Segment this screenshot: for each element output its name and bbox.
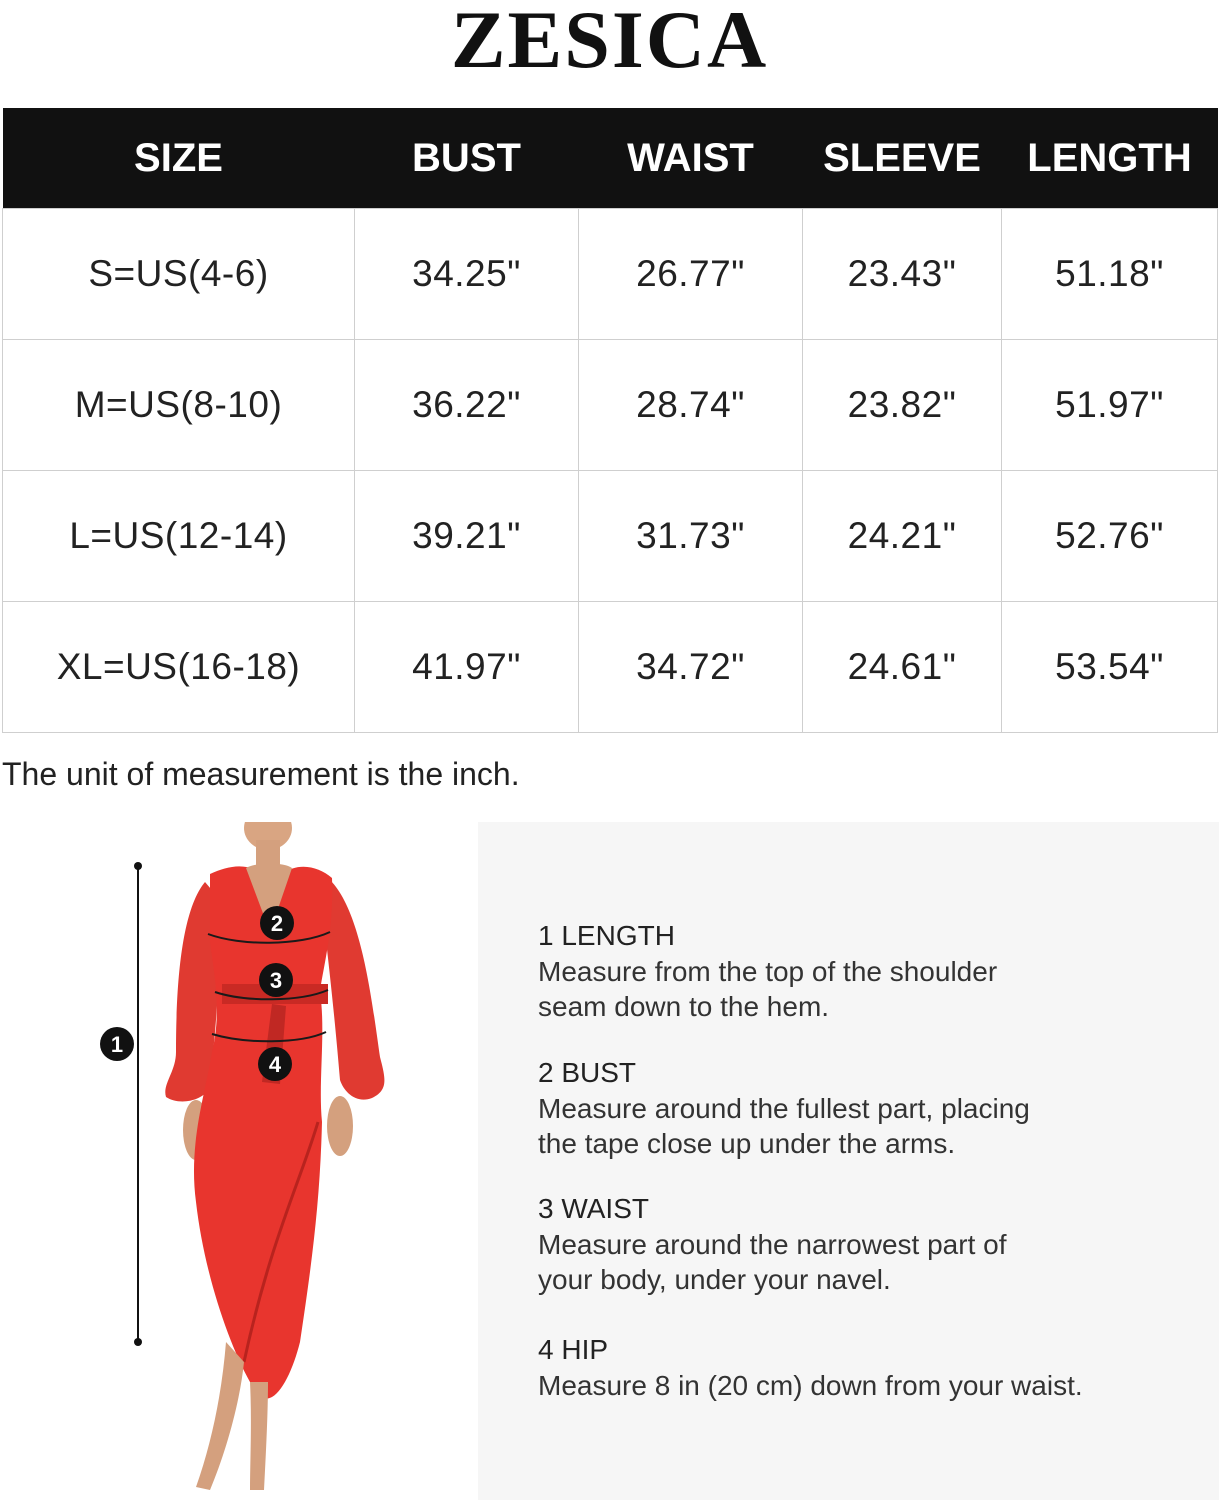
dress-model-illustration bbox=[0, 822, 470, 1500]
marker-3 bbox=[259, 963, 293, 997]
svg-text:3: 3 bbox=[269, 968, 283, 993]
length-line-top-dot bbox=[134, 862, 142, 870]
unit-note: The unit of measurement is the inch. bbox=[2, 756, 520, 792]
instruction-title: 4 HIP bbox=[538, 1334, 609, 1365]
instruction-waist bbox=[538, 1191, 1178, 1297]
cell-waist: 31.73" bbox=[579, 471, 803, 602]
instruction-title: 1 LENGTH bbox=[538, 920, 675, 951]
model-neck bbox=[256, 840, 280, 866]
length-line-bottom-dot bbox=[134, 1338, 142, 1346]
cell-size: L=US(12-14) bbox=[3, 471, 355, 602]
header-bust: BUST bbox=[355, 108, 579, 209]
header-size: SIZE bbox=[3, 108, 355, 209]
measurement-instructions bbox=[478, 822, 1219, 1500]
brand-logo: ZESICA bbox=[450, 0, 769, 85]
instruction-text: Measure from the top of the shoulder seam down to the hem. bbox=[538, 956, 998, 1022]
cell-bust: 36.22" bbox=[355, 340, 579, 471]
cell-size: S=US(4-6) bbox=[3, 209, 355, 340]
instruction-text: Measure around the narrowest part of your body, under your navel. bbox=[538, 1229, 1007, 1295]
cell-bust: 39.21" bbox=[355, 471, 579, 602]
cell-bust: 41.97" bbox=[355, 602, 579, 733]
cell-length: 51.18" bbox=[1002, 209, 1218, 340]
instruction-text: Measure around the fullest part, placing the tape close up under the arms. bbox=[538, 1093, 1030, 1159]
table-row bbox=[3, 602, 1218, 733]
cell-length: 51.97" bbox=[1002, 340, 1218, 471]
table-row bbox=[3, 209, 1218, 340]
right-leg bbox=[250, 1382, 268, 1490]
cell-sleeve: 23.43" bbox=[803, 209, 1002, 340]
right-hand bbox=[327, 1096, 353, 1156]
cell-sleeve: 24.61" bbox=[803, 602, 1002, 733]
marker-1 bbox=[100, 1027, 134, 1061]
marker-4 bbox=[258, 1047, 292, 1081]
marker-2 bbox=[260, 906, 294, 940]
svg-text:4: 4 bbox=[268, 1052, 282, 1077]
instruction-title: 3 WAIST bbox=[538, 1193, 649, 1224]
cell-length: 53.54" bbox=[1002, 602, 1218, 733]
header-length: LENGTH bbox=[1002, 108, 1218, 209]
header-waist: WAIST bbox=[579, 108, 803, 209]
instruction-length bbox=[538, 918, 1178, 1024]
instruction-title: 2 BUST bbox=[538, 1057, 637, 1088]
left-leg bbox=[196, 1342, 244, 1490]
size-chart-table bbox=[2, 108, 1218, 733]
instruction-hip bbox=[538, 1332, 1178, 1403]
table-header-row bbox=[3, 108, 1218, 209]
table-row bbox=[3, 471, 1218, 602]
svg-text:1: 1 bbox=[110, 1032, 124, 1057]
table-row bbox=[3, 340, 1218, 471]
cell-bust: 34.25" bbox=[355, 209, 579, 340]
header-sleeve: SLEEVE bbox=[803, 108, 1002, 209]
cell-waist: 26.77" bbox=[579, 209, 803, 340]
cell-size: XL=US(16-18) bbox=[3, 602, 355, 733]
instruction-bust bbox=[538, 1055, 1178, 1161]
svg-text:2: 2 bbox=[270, 911, 284, 936]
cell-length: 52.76" bbox=[1002, 471, 1218, 602]
cell-sleeve: 23.82" bbox=[803, 340, 1002, 471]
dress-body bbox=[194, 866, 332, 1398]
cell-sleeve: 24.21" bbox=[803, 471, 1002, 602]
cell-size: M=US(8-10) bbox=[3, 340, 355, 471]
instruction-text: Measure 8 in (20 cm) down from your waist. bbox=[538, 1370, 1083, 1401]
measurement-figure bbox=[0, 822, 470, 1500]
cell-waist: 34.72" bbox=[579, 602, 803, 733]
cell-waist: 28.74" bbox=[579, 340, 803, 471]
